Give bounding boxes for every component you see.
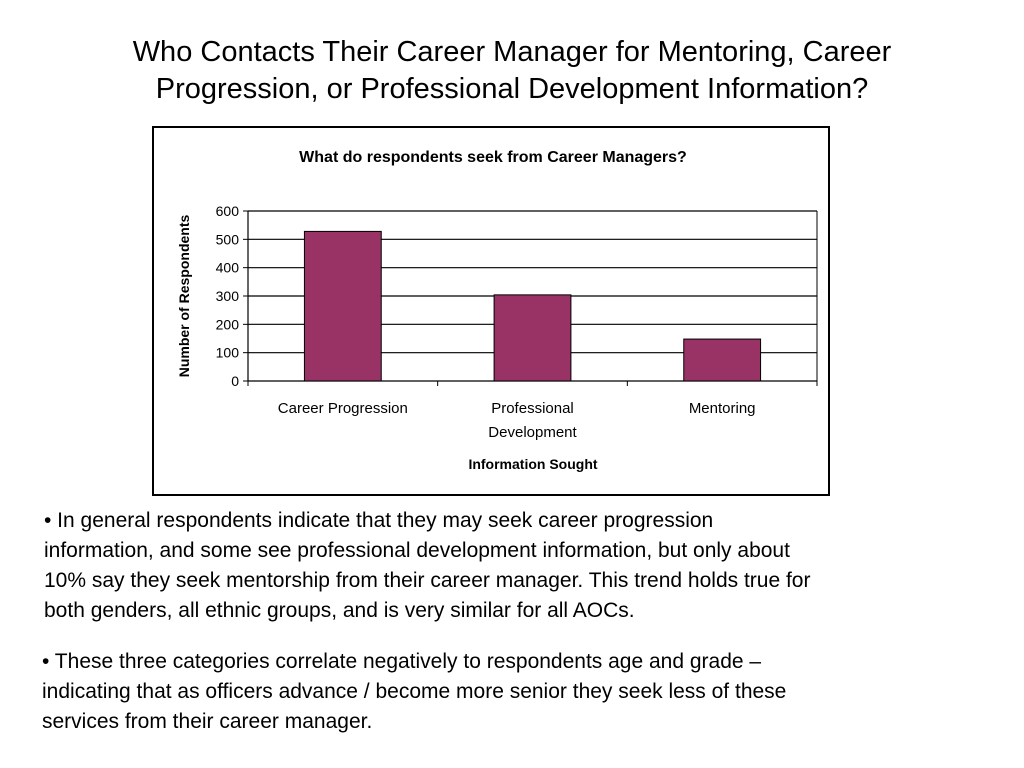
y-axis-label: Number of Respondents <box>176 214 192 378</box>
slide-title-line-2: Progression, or Professional Development Information? <box>155 73 869 105</box>
bullet-2-line: indicating that as officers advance / become more senior they seek less of these <box>42 680 787 703</box>
x-tick-label: Development <box>488 424 577 441</box>
x-tick-label: Mentoring <box>688 400 756 417</box>
plot-area <box>216 203 817 441</box>
x-tick-label: Professional <box>491 400 574 417</box>
bullet-1 <box>44 506 810 626</box>
y-tick-label: 500 <box>215 231 239 248</box>
slide-title <box>0 34 1024 108</box>
bullet-1-line: • In general respondents indicate that they may seek career progression <box>44 509 714 532</box>
bullet-2-line: services from their career manager. <box>42 710 373 733</box>
y-tick-label: 0 <box>231 373 239 389</box>
slide-title-line-1: Who Contacts Their Career Manager for Mentoring, Career <box>132 36 892 68</box>
bar-chart <box>154 128 828 494</box>
bullet-1-line: 10% say they seek mentorship from their career manager. This trend holds true for <box>44 569 811 592</box>
chart-title: What do respondents seek from Career Managers? <box>299 149 687 166</box>
y-tick-label: 300 <box>215 288 239 304</box>
y-tick-label: 100 <box>215 344 239 361</box>
y-tick-label: 200 <box>215 316 239 333</box>
x-axis-label: Information Sought <box>468 456 598 472</box>
bullet-1-line: both genders, all ethnic groups, and is very similar for all AOCs. <box>44 599 635 622</box>
bullet-2-line: • These three categories correlate negatively to respondents age and grade – <box>42 650 762 673</box>
y-tick-label: 600 <box>215 203 239 219</box>
bar <box>684 339 761 381</box>
bullet-1-line: information, and some see professional development information, but only about <box>44 539 790 562</box>
chart-frame <box>152 126 830 496</box>
x-tick-label: Career Progression <box>277 400 408 417</box>
bar <box>304 231 381 381</box>
bullet-2 <box>42 647 786 737</box>
y-tick-label: 400 <box>215 259 239 276</box>
bar <box>494 295 571 381</box>
